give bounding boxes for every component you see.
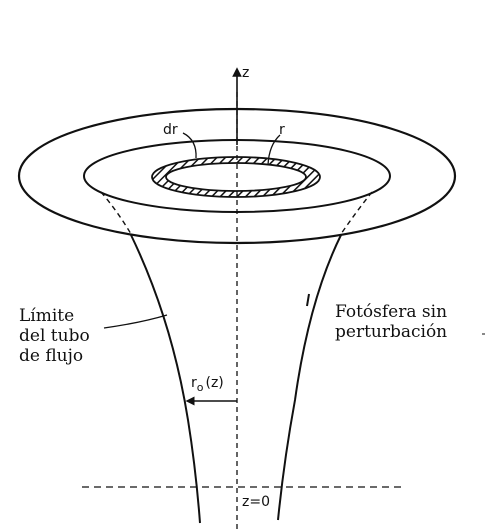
r0z-subscript: o [196, 381, 204, 394]
tube-right-boundary [278, 235, 341, 520]
z0-label: z=0 [242, 494, 270, 510]
tube-limit-label-line1: Límite [19, 306, 75, 326]
r-label: r [279, 122, 285, 138]
tube-limit-label-line3: de flujo [19, 346, 84, 366]
right-boundary-tick [307, 294, 309, 306]
dr-leader [183, 133, 196, 158]
tube-limit-leader [104, 315, 167, 328]
photosphere-label-line1: Fotósfera sin [335, 302, 448, 322]
r0z-argument: (z) [205, 375, 224, 391]
hatched-annulus [152, 157, 320, 197]
z-axis-label: z [242, 65, 250, 81]
r0z-base: r [191, 375, 197, 391]
photosphere-label-line2: perturbación [335, 322, 448, 342]
tube-left-boundary [131, 235, 200, 523]
tube-limit-label-line2: del tubo [19, 326, 90, 346]
r0z-label [191, 375, 224, 394]
dr-label: dr [163, 122, 178, 138]
